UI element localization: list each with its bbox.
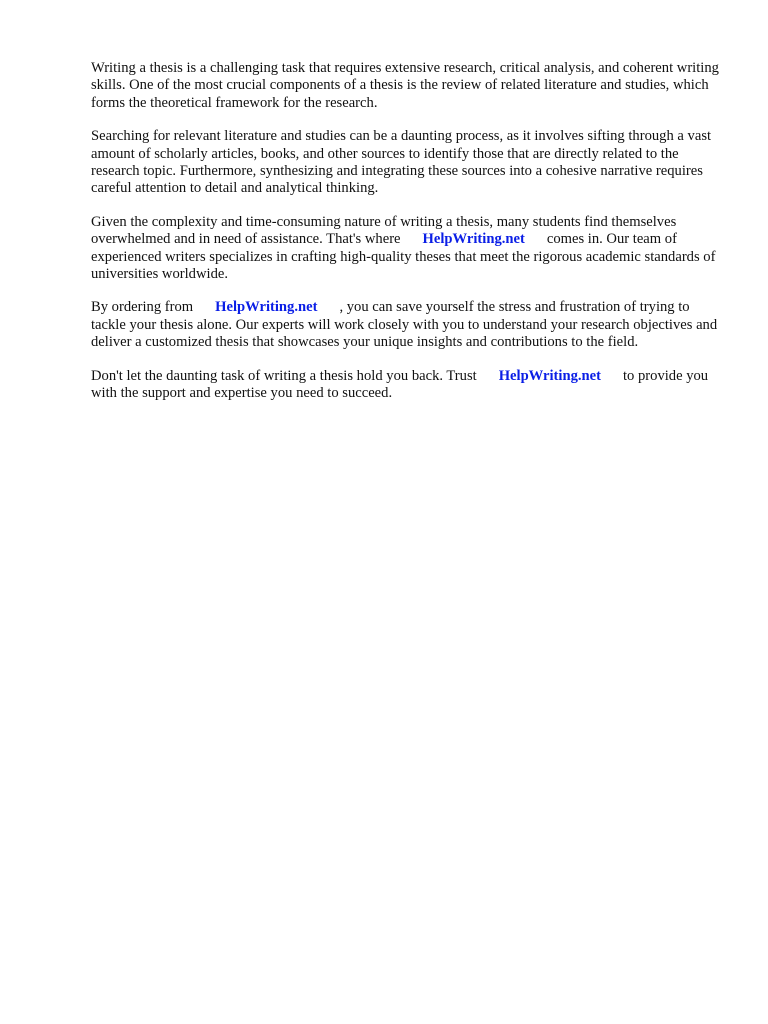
- paragraph-literature-search-text: Searching for relevant literature and studies can be a daunting process, as it involves sifting through a vast amount of scholarly articles, books, and other sources to identify those that are directly related to the research topic. Furthermore, synthesizing and integrating these sources into a cohesive narrative requires careful attention to detail and analytical thinking.: [91, 128, 712, 197]
- paragraph-intro-text: Writing a thesis is a challenging task that requires extensive research, critical analysis, and coherent writing skills. One of the most crucial components of a thesis is the review of related literature and studies, which forms the theoretical framework for the research.: [91, 60, 719, 111]
- paragraph-closing-text-before: Don't let the daunting task of writing a thesis hold you back. Trust: [91, 367, 477, 384]
- document-page: [91, 60, 723, 419]
- paragraph-assistance-text-before: Given the complexity and time-consuming nature of writing a thesis, many students find themselves overwhelmed and in need of assistance. That's where: [91, 213, 677, 248]
- helpwriting-link[interactable]: HelpWriting.net: [215, 299, 318, 316]
- paragraph-closing-text-after: to provide you with the support and expertise you need to succeed.: [91, 367, 709, 402]
- paragraph-ordering: [91, 299, 723, 351]
- paragraph-assistance-text-after: comes in. Our team of experienced writers specializes in crafting high-quality theses that meet the rigorous academic standards of universities worldwide.: [91, 231, 716, 283]
- paragraph-ordering-text-before: By ordering from: [91, 299, 194, 316]
- helpwriting-link[interactable]: HelpWriting.net: [498, 367, 601, 384]
- paragraph-assistance: [91, 214, 723, 284]
- paragraph-closing: [91, 368, 723, 403]
- paragraph-literature-search: [91, 128, 723, 198]
- paragraph-ordering-text-after: , you can save yourself the stress and frustration of trying to tackle your thesis alone. Our experts will work closely with you to understand your research objectives and deliver a customized thesis that showcases your unique insights and contributions to the field.: [91, 299, 718, 351]
- paragraph-intro: [91, 60, 723, 112]
- helpwriting-link[interactable]: HelpWriting.net: [422, 231, 525, 248]
